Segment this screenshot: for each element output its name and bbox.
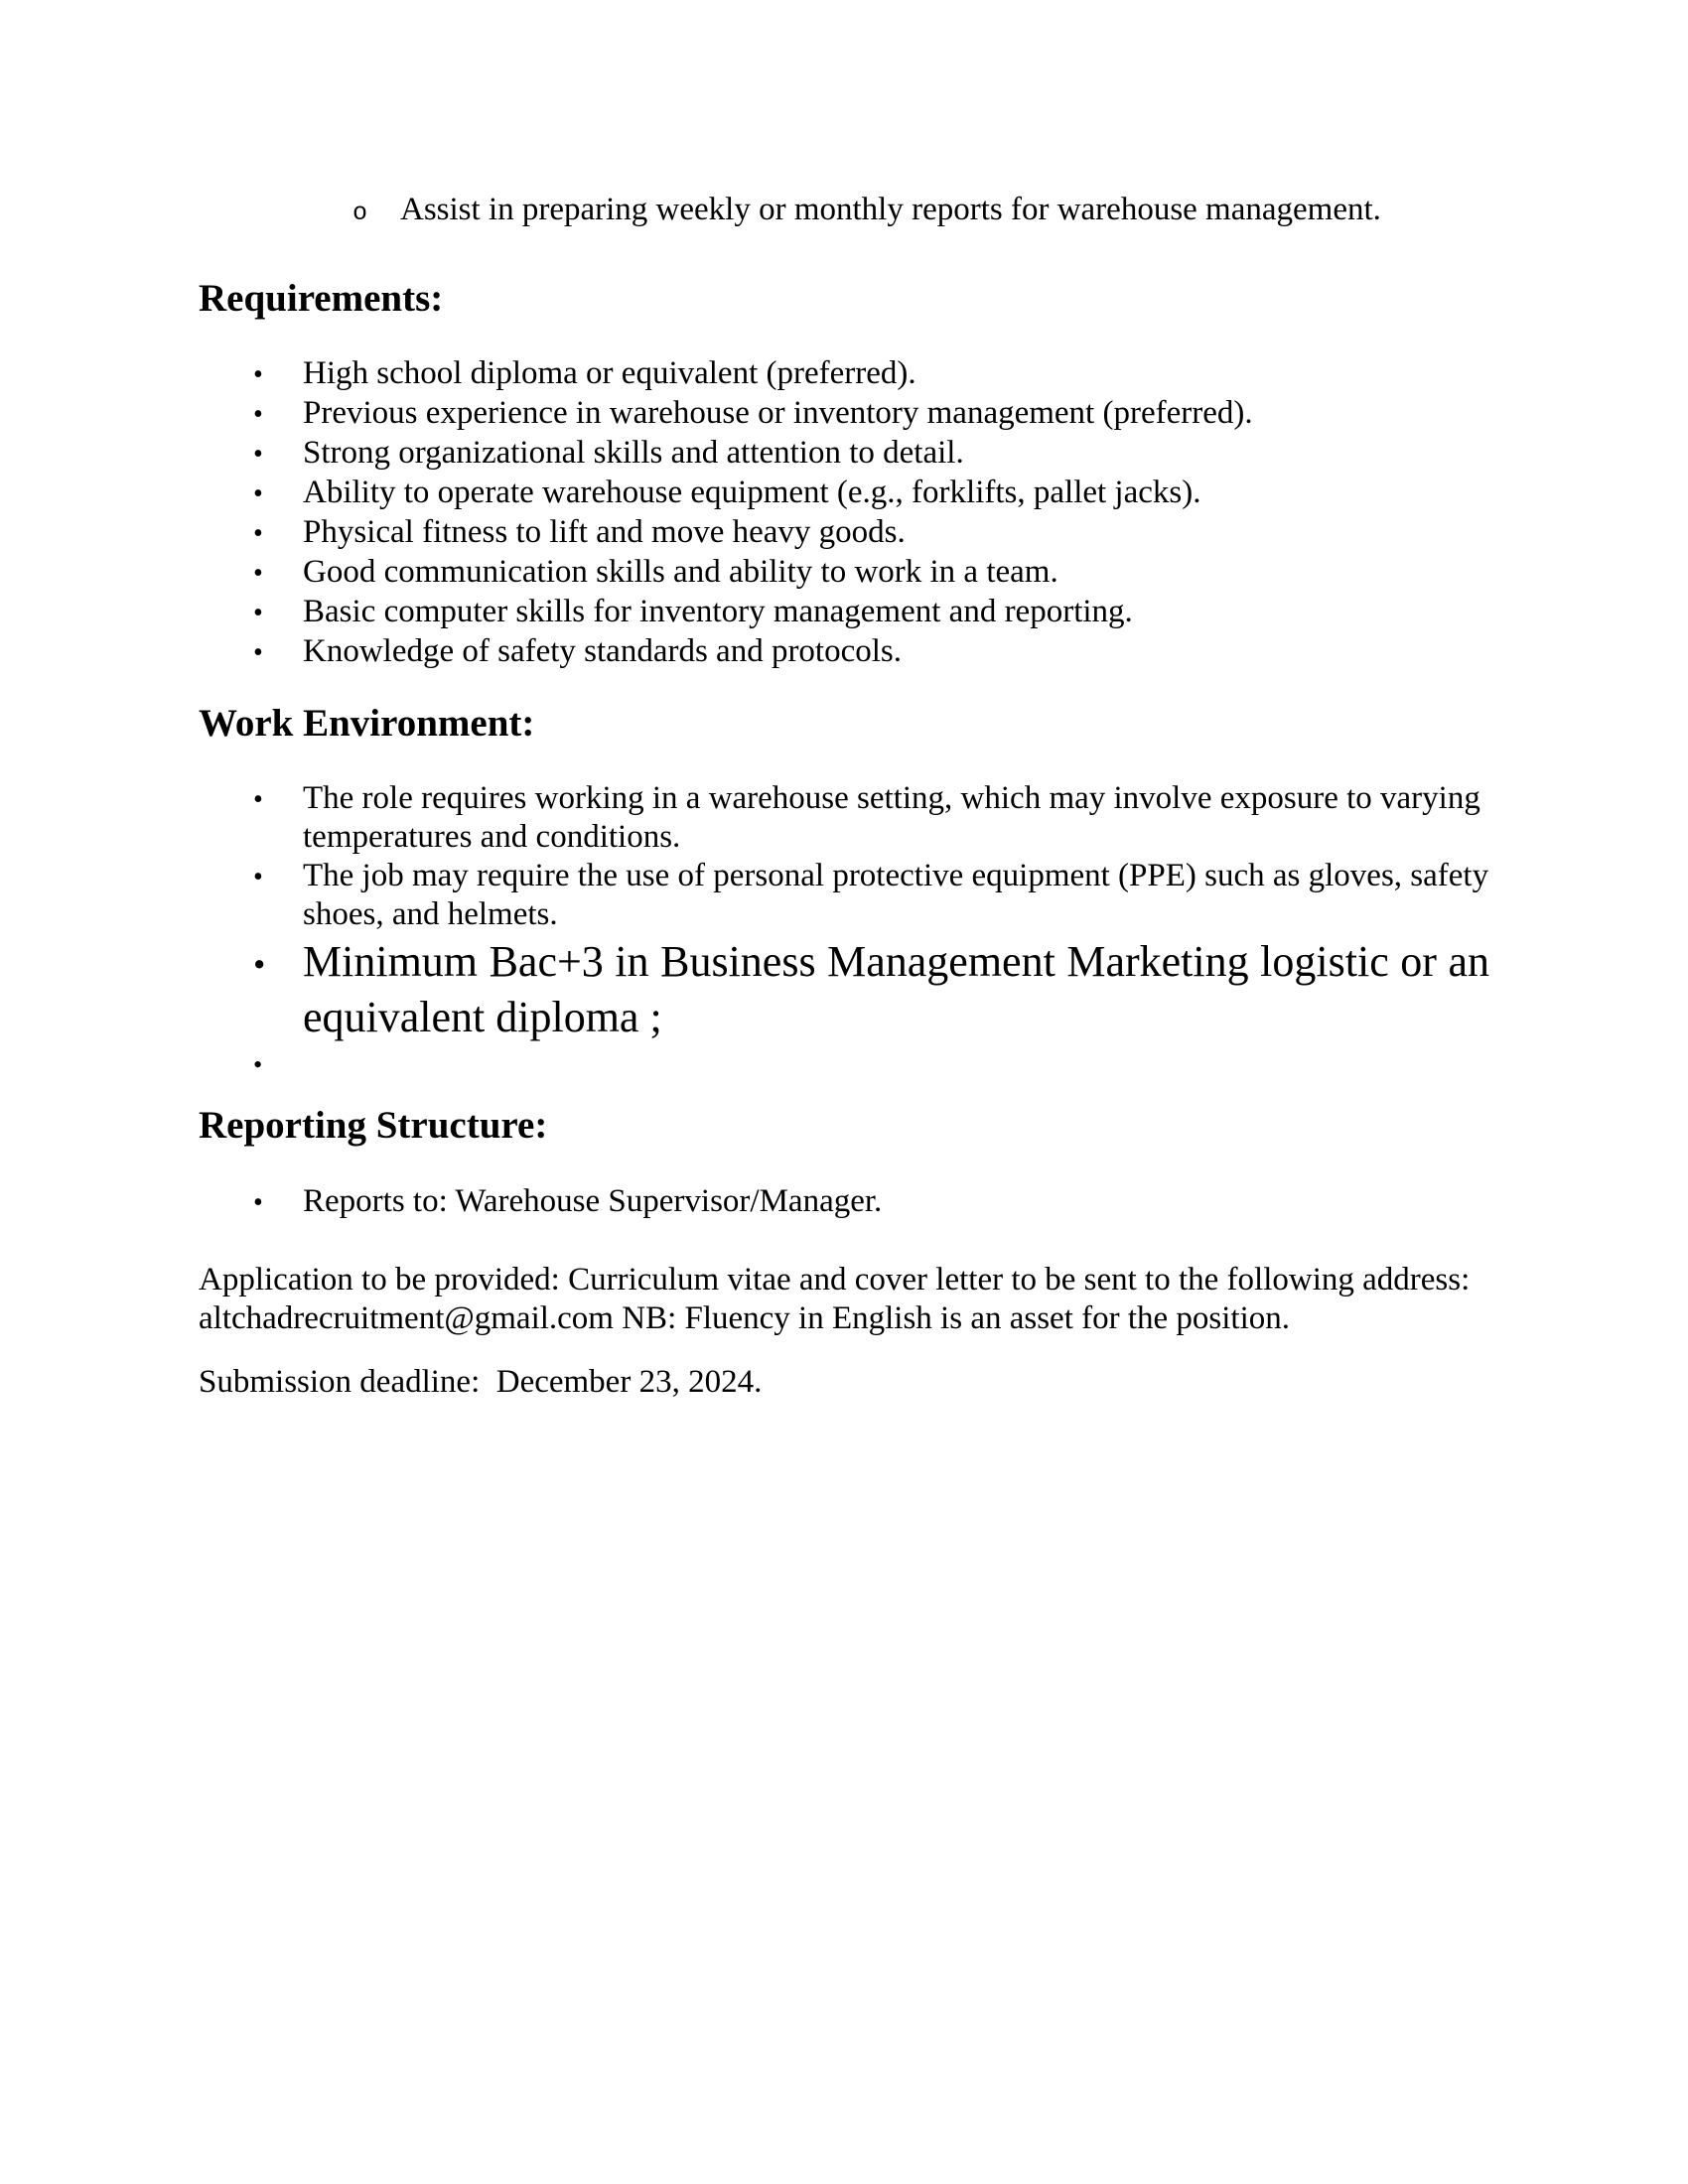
emphasis-list-item bbox=[199, 934, 1489, 1045]
work-environment-heading: Work Environment: bbox=[199, 702, 535, 745]
requirements-list bbox=[199, 354, 1489, 672]
reporting-structure-heading: Reporting Structure: bbox=[199, 1104, 548, 1147]
bullet-icon: • bbox=[253, 784, 263, 815]
deadline-paragraph: Submission deadline: December 23, 2024. bbox=[199, 1364, 763, 1400]
bullet-icon: • bbox=[253, 518, 263, 549]
bullet-icon: • bbox=[253, 862, 263, 892]
list-item bbox=[199, 394, 1489, 434]
bullet-icon: • bbox=[253, 1187, 263, 1218]
empty-list-item bbox=[199, 1045, 1489, 1091]
list-item-text: Basic computer skills for inventory management and reporting. bbox=[303, 594, 1133, 629]
list-item bbox=[199, 354, 1489, 394]
list-item-text: Ability to operate warehouse equipment (e.g., forklifts, pallet jacks). bbox=[303, 475, 1201, 510]
bullet-icon: • bbox=[253, 478, 263, 509]
list-item bbox=[199, 553, 1489, 593]
hollow-bullet-icon: o bbox=[352, 199, 368, 227]
emphasis-list-item-text bbox=[303, 934, 1489, 1045]
bullet-icon: • bbox=[253, 439, 263, 470]
bullet-icon: • bbox=[253, 598, 263, 628]
list-item-text: The job may require the use of personal protective equipment (PPE) such as gloves, safety shoes, and helmets. bbox=[303, 858, 1489, 932]
list-item bbox=[199, 1182, 1489, 1222]
list-item-text: Good communication skills and ability to work in a team. bbox=[303, 554, 1058, 590]
list-item-text: Strong organizational skills and attention to detail. bbox=[303, 435, 964, 471]
bullet-icon: • bbox=[253, 1049, 263, 1079]
bullet-icon: • bbox=[253, 359, 263, 390]
list-item bbox=[199, 474, 1489, 513]
bullet-icon: • bbox=[253, 399, 263, 430]
intro-sub-bullet-item bbox=[199, 191, 1489, 232]
list-item bbox=[199, 593, 1489, 632]
application-paragraph: Application to be provided: Curriculum vitae and cover letter to be sent to the following address: altchadrecruitment@gmail.com NB: Fluency in English is an asset for the position. bbox=[199, 1262, 1471, 1336]
list-item bbox=[199, 779, 1489, 857]
bullet-icon: • bbox=[253, 637, 263, 668]
list-item bbox=[199, 434, 1489, 474]
requirements-heading: Requirements: bbox=[199, 277, 444, 320]
list-item-text: The role requires working in a warehouse setting, which may involve exposure to varying temperatures and conditions. bbox=[303, 780, 1480, 855]
bullet-icon: • bbox=[253, 558, 263, 589]
list-item bbox=[199, 632, 1489, 672]
emphasis-line-1: Minimum Bac+3 in Business Management Marketing logistic or an bbox=[303, 937, 1489, 986]
bullet-icon: • bbox=[253, 945, 266, 984]
emphasis-line-2: equivalent diploma ; bbox=[303, 993, 662, 1041]
list-item-text: Knowledge of safety standards and protocols. bbox=[303, 633, 903, 669]
intro-sub-bullet-text: Assist in preparing weekly or monthly reports for warehouse management. bbox=[400, 192, 1381, 227]
work-environment-list bbox=[199, 779, 1489, 1091]
reporting-structure-list bbox=[199, 1182, 1489, 1222]
list-item-text: High school diploma or equivalent (preferred). bbox=[303, 355, 916, 391]
list-item-text: Physical fitness to lift and move heavy goods. bbox=[303, 514, 906, 550]
list-item-text: Reports to: Warehouse Supervisor/Manager. bbox=[303, 1183, 883, 1219]
list-item bbox=[199, 857, 1489, 934]
list-item bbox=[199, 513, 1489, 553]
list-item-text: Previous experience in warehouse or inventory management (preferred). bbox=[303, 395, 1253, 431]
